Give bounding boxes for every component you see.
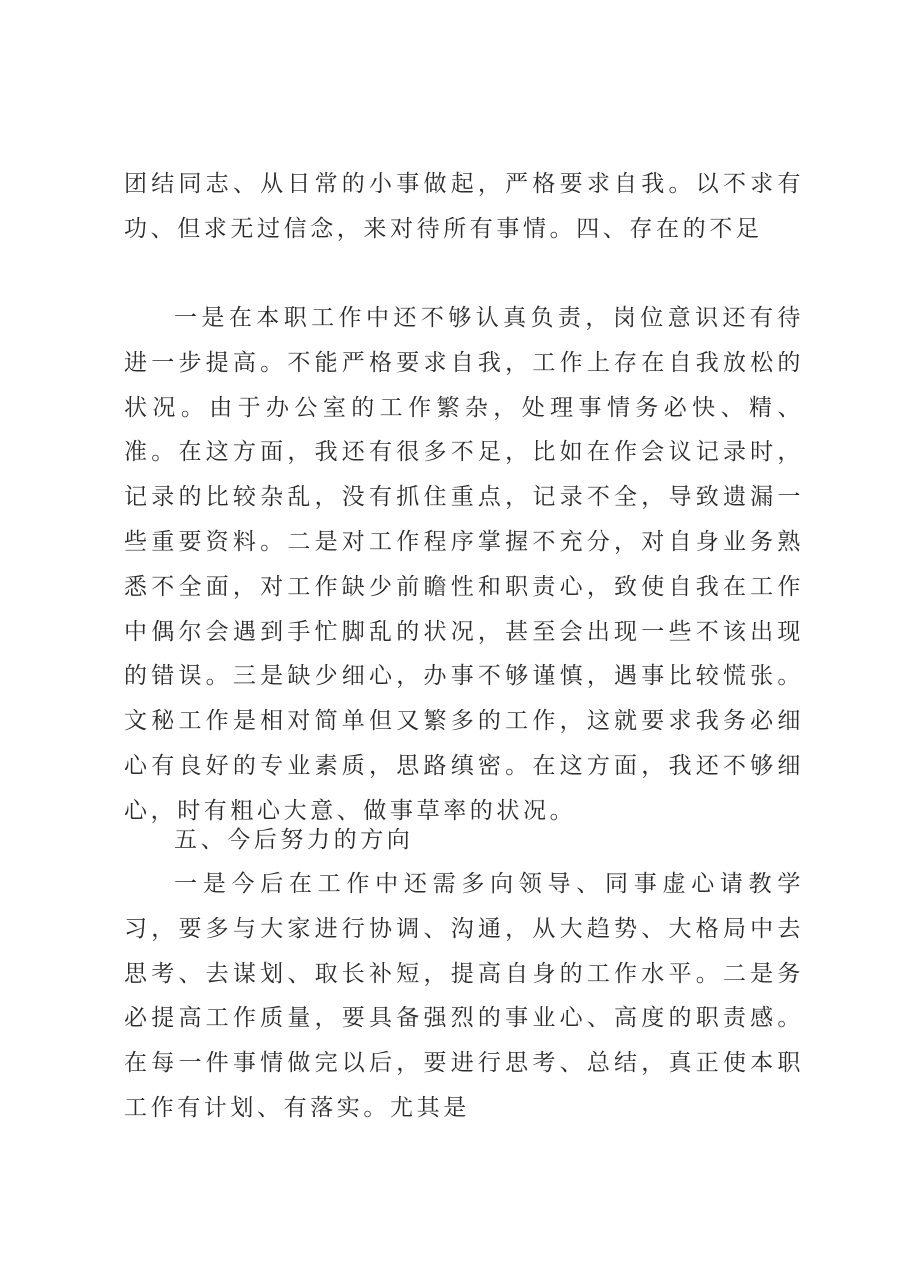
paragraph-shortcomings: 一是在本职工作中还不够认真负责，岗位意识还有待进一步提高。不能严格要求自我，工作上存在自我放松的状况。由于办公室的工作繁杂，处理事情务必快、精、准。在这方面，我还有很多不足，比如在作会议记录时，记录的比较杂乱，没有抓住重点，记录不全，导致遗漏一些重要资料。二是对工作程序掌握不充分，对自身业务熟悉不全面，对工作缺少前瞻性和职责心，致使自我在工作中偶尔会遇到手忙脚乱的状况，甚至会出现一些不该出现的错误。三是缺少细心，办事不够谨慎，遇事比较慌张。文秘工作是相对简单但又繁多的工作，这就要求我务必细心有良好的专业素质，思路缜密。在这方面，我还不够细心，时有粗心大意、做事草率的状况。 [124,305,804,824]
paragraph-future-efforts: 一是今后在工作中还需多向领导、同事虚心请教学习，要多与大家进行协调、沟通，从大趋势、大格局中去思考、去谋划、取长补短，提高自身的工作水平。二是务必提高工作质量，要具备强烈的事业心、高度的职责感。在每一件事情做完以后，要进行思考、总结，真正使本职工作有计划、有落实。尤其是 [124,871,804,1121]
section-heading-future-direction: 五、今后努力的方向 [174,827,414,853]
paragraph-continuation: 团结同志、从日常的小事做起，严格要求自我。以不求有功、但求无过信念，来对待所有事情。四、存在的不足 [124,171,804,242]
